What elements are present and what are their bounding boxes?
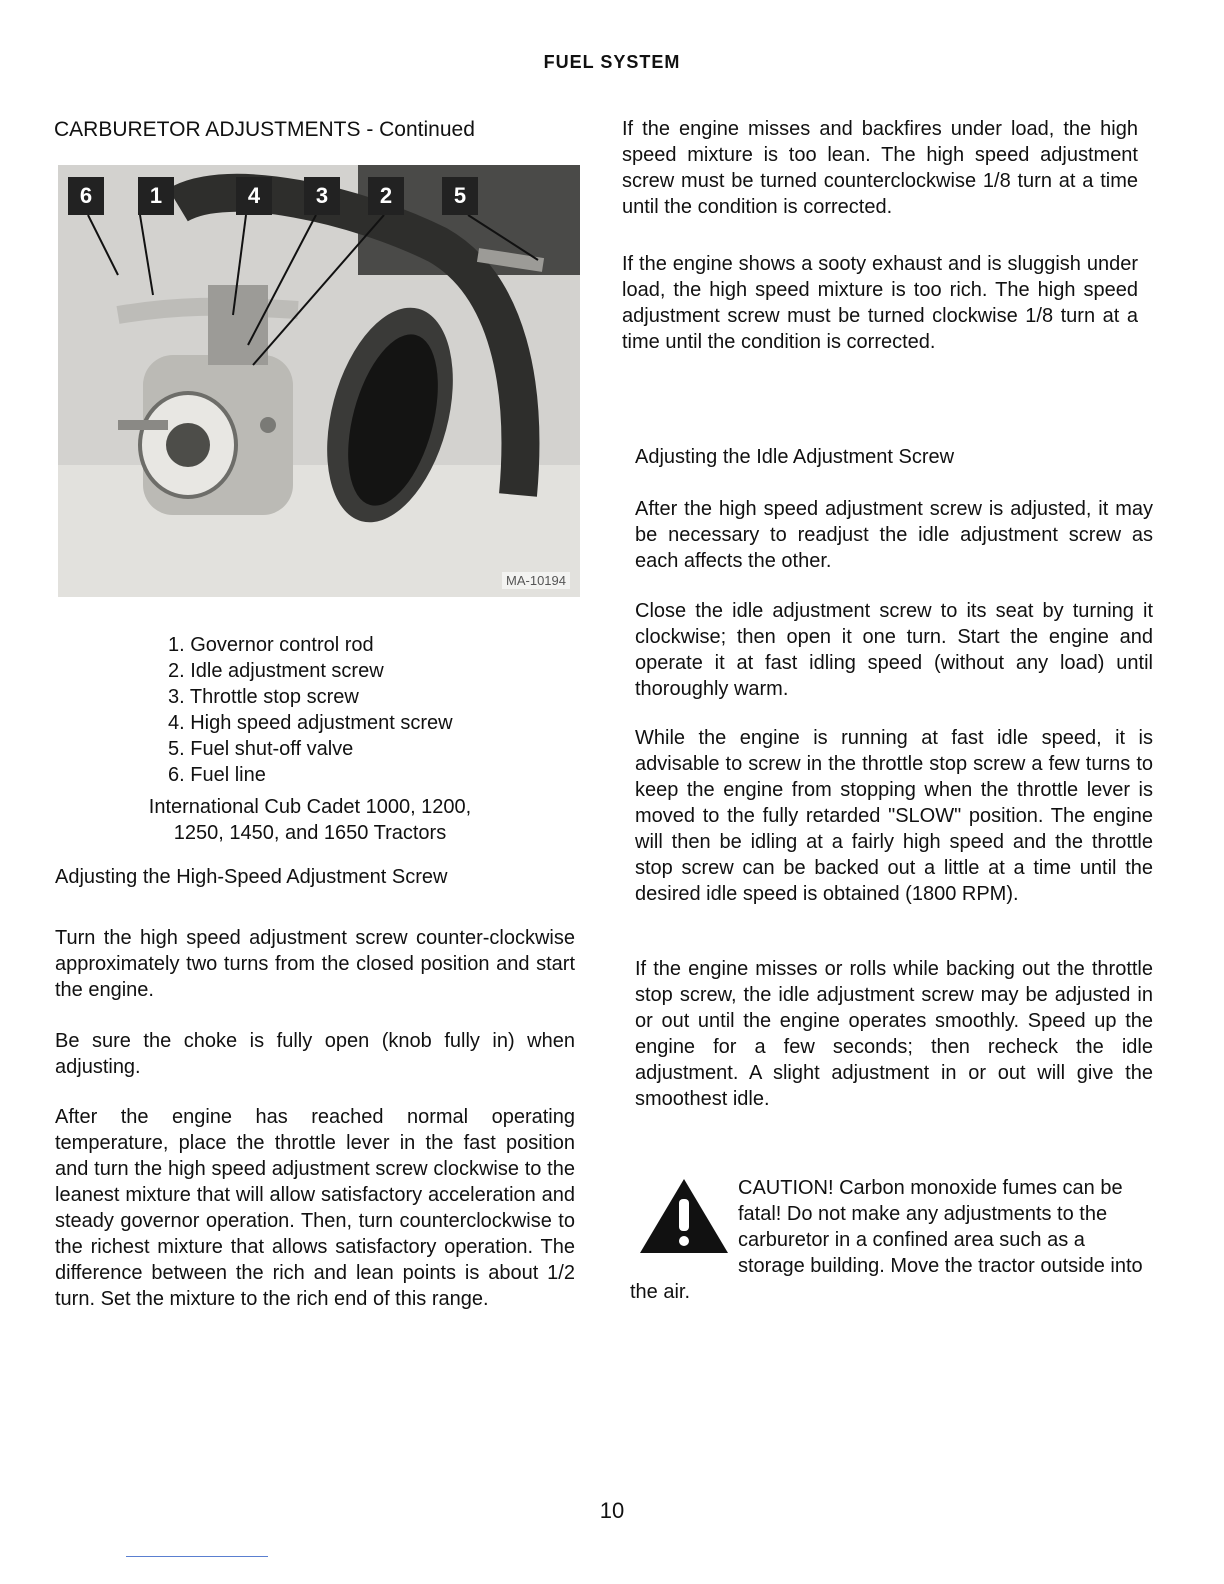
warning-triangle-icon bbox=[638, 1177, 730, 1255]
callout-2: 2 bbox=[368, 177, 404, 215]
carburetor-photo bbox=[58, 165, 580, 597]
idle-subhead: Adjusting the Idle Adjustment Screw bbox=[635, 446, 955, 468]
legend-item: 1. Governor control rod bbox=[168, 634, 374, 656]
section-title: CARBURETOR ADJUSTMENTS - Continued bbox=[54, 118, 475, 141]
callout-6: 6 bbox=[68, 177, 104, 215]
callout-5: 5 bbox=[442, 177, 478, 215]
paragraph: Turn the high speed adjustment screw counter-clockwise approximately two turns from the closed position and start the engine. bbox=[55, 927, 575, 1001]
paragraph: After the engine has reached normal operating temperature, place the throttle lever in the fast position and turn the high speed adjustment screw clockwise to the leanest mixture that will allow satisfactory acceleration and steady governor operation. Then, turn counterclockwise to the richest mixture that allows satisfactory operation. The difference between the rich and lean points is about 1/2 turn. Set the mixture to the rich end of this range. bbox=[55, 1106, 575, 1310]
page-number: 10 bbox=[599, 1498, 625, 1523]
legend-item: 6. Fuel line bbox=[168, 764, 266, 786]
callout-3: 3 bbox=[304, 177, 340, 215]
paragraph: If the engine misses or rolls while backing out the throttle stop screw, the idle adjustment screw may be adjusted in or out until the engine operates smoothly. Speed up the engine for a few seconds; then recheck the idle adjustment. A slight adjustment in or out will give the smoothest idle. bbox=[635, 958, 1153, 1110]
legend-item: 3. Throttle stop screw bbox=[168, 686, 359, 708]
footer-rule bbox=[126, 1556, 268, 1557]
caption-line: International Cub Cadet 1000, 1200, bbox=[148, 796, 472, 818]
figure-legend bbox=[168, 632, 453, 788]
carburetor-illustration bbox=[58, 165, 580, 597]
paragraph: Close the idle adjustment screw to its seat by turning it clockwise; then open it one turn. Start the engine and operate it at fast idling speed (without any load) until thoroughly warm. bbox=[635, 600, 1153, 700]
callout-4: 4 bbox=[236, 177, 272, 215]
caution-notice bbox=[630, 1175, 1152, 1305]
paragraph: After the high speed adjustment screw is adjusted, it may be necessary to readjust the idle adjustment screw as each affects the other. bbox=[635, 498, 1153, 572]
paragraph: If the engine misses and backfires under load, the high speed mixture is too lean. The high speed adjustment screw must be turned counterclockwise 1/8 turn at a time until the condition is corrected. bbox=[622, 118, 1138, 218]
figure-id: MA-10194 bbox=[502, 572, 570, 589]
paragraph: If the engine shows a sooty exhaust and is sluggish under load, the high speed mixture is too rich. The high speed adjustment screw must be turned clockwise 1/8 turn at a time until the condition is corrected. bbox=[622, 253, 1138, 353]
legend-item: 5. Fuel shut-off valve bbox=[168, 738, 354, 760]
paragraph: Be sure the choke is fully open (knob fully in) when adjusting. bbox=[55, 1030, 575, 1078]
paragraph: While the engine is running at fast idle speed, it is advisable to screw in the throttle stop screw a few turns to keep the engine from stopping when the throttle lever is moved to the fully retarded "SLOW" position. The engine will then be idling at a fairly high speed and the throttle stop screw can be backed out a little at a time until the desired idle speed is obtained (1800 RPM). bbox=[635, 727, 1153, 905]
page-header: FUEL SYSTEM bbox=[543, 52, 681, 72]
callout-1: 1 bbox=[138, 177, 174, 215]
caution-text: CAUTION! Carbon monoxide fumes can be fatal! Do not make any adjustments to the carburetor in a confined area such as a storage building. Move the tractor outside into the air. bbox=[630, 1177, 1143, 1303]
high-speed-subhead: Adjusting the High-Speed Adjustment Screw bbox=[55, 866, 448, 888]
legend-item: 2. Idle adjustment screw bbox=[168, 660, 384, 682]
legend-item: 4. High speed adjustment screw bbox=[168, 712, 453, 734]
caption-line: 1250, 1450, and 1650 Tractors bbox=[173, 822, 447, 844]
figure-caption bbox=[100, 794, 520, 846]
